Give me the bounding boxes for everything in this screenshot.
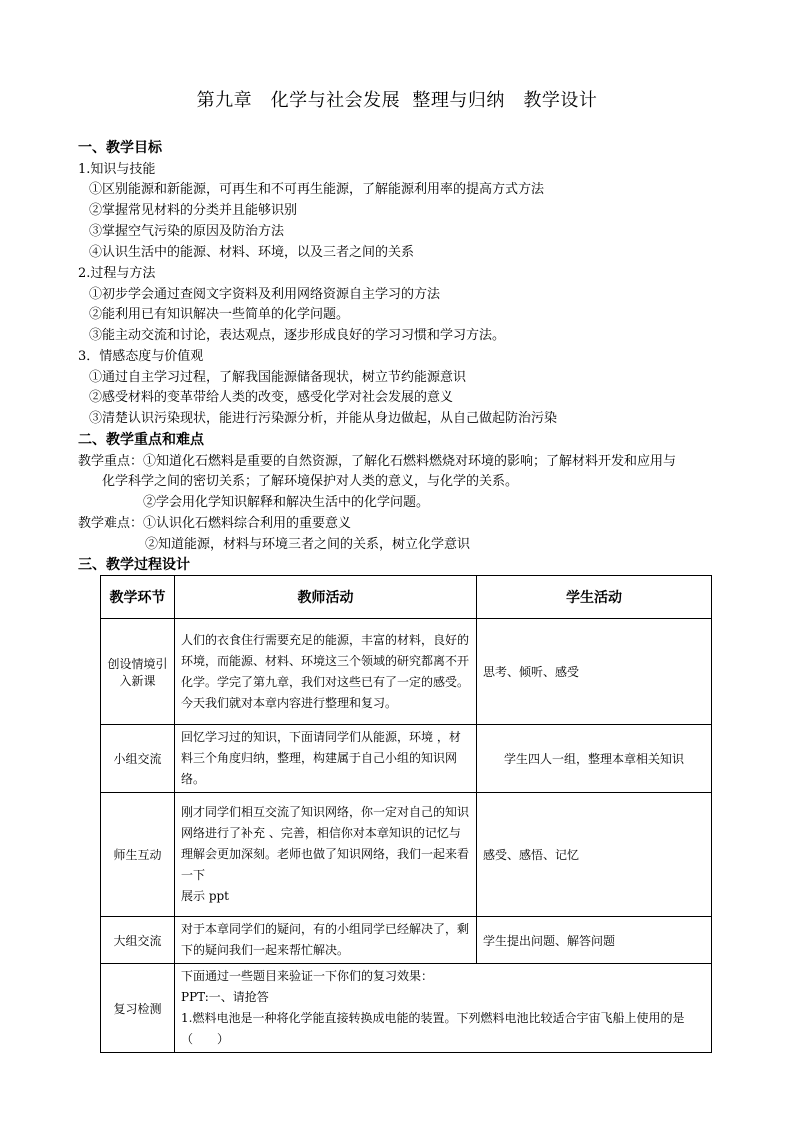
table-header: 学生活动 [477,576,712,619]
process-table [100,575,769,1053]
goal-item: ①初步学会通过查阅文字资料及利用网络资源自主学习的方法 [89,287,441,302]
section-heading-key: 二、教学重点和难点 [78,432,204,448]
table-row [101,917,712,964]
teacher-text: 刚才同学们相互交流了知识网络，你一定对自己的知识网络进行了补充 、完善，相信你对本章知识的记忆与理解会更加深刻。老师也做了知识网络，我们一起来看一下 [181,805,470,882]
review-cell [175,964,769,1053]
table-header-row [101,576,712,619]
stage-cell: 复习检测 [101,964,175,1053]
goal-item: ②感受材料的变革带给人类的改变，感受化学对社会发展的意义 [89,390,454,405]
stage-cell: 师生互动 [101,793,175,917]
focus-line: 教学重点：①知道化石燃料是重要的自然资源，了解化石燃料燃烧对环境的影响；了解材料开发和应用与 [78,454,677,469]
focus-line: 化学科学之间的密切关系；了解环境保护对人类的意义，与化学的关系。 [102,474,519,489]
student-cell: 思考、倾听、感受 [477,619,712,725]
subheading-knowledge: 1.知识与技能 [78,162,156,177]
goal-item: ④认识生活中的能源、材料、环境，以及三者之间的关系 [89,245,415,260]
teacher-cell [175,793,477,917]
goal-item: ①通过自主学习过程，了解我国能源储备现状，树立节约能源意识 [89,370,467,385]
goal-item: ③清楚认识污染现状，能进行污染源分析，并能从身边做起，从自己做起防治污染 [89,411,558,426]
focus-line: ②学会用化学知识解释和解决生活中的化学问题。 [143,495,430,510]
table-row [101,725,712,793]
review-question: 1.燃料电池是一种将化学能直接转换成电能的装置。下列燃料电池比较适合宇宙飞船上使用的是 （ ） [181,1011,769,1046]
difficulty-line: 教学难点：①认识化石燃料综合利用的重要意义 [78,516,352,531]
student-cell: 学生提出问题、解答问题 [477,917,712,964]
section-heading-process: 三、教学过程设计 [78,557,190,573]
goal-item: ③能主动交流和讨论，表达观点，逐步形成良好的学习习惯和学习方法。 [89,328,506,343]
review-line: PPT:一、请抢答 [181,990,269,1004]
teacher-cell: 回忆学习过的知识，下面请同学们从能源，环境 ，材料三个角度归纳，整理，构建属于自己小组的知识网络。 [175,725,477,793]
subheading-emotion: 3．情感态度与价值观 [78,349,204,364]
table-header: 教学环节 [101,576,175,619]
student-cell: 感受、感悟、记忆 [477,793,712,917]
stage-cell: 创设情境引入新课 [101,619,175,725]
difficulty-line: ②知道能源，材料与环境三者之间的关系，树立化学意识 [145,537,471,552]
goal-item: ③掌握空气污染的原因及防治方法 [89,224,285,239]
goal-item: ②能利用已有知识解决一些简单的化学问题。 [89,307,350,322]
review-line: 下面通过一些题目来验证一下你们的复习效果： [181,969,434,983]
section-heading-goals: 一、教学目标 [78,140,162,156]
table-row [101,964,712,1053]
stage-cell: 大组交流 [101,917,175,964]
teacher-cell: 人们的衣食住行需要充足的能源，丰富的材料，良好的环境，而能源、材料、环境这三个领域的研究都离不开化学。学完了第九章，我们对这些已有了一定的感受。今天我们就对本章内容进行整理和复习。 [175,619,477,725]
page-title: 第九章 化学与社会发展 整理与归纳 教学设计 [196,90,598,111]
subheading-process: 2.过程与方法 [78,266,156,281]
stage-cell: 小组交流 [101,725,175,793]
student-cell: 学生四人一组，整理本章相关知识 [477,725,712,793]
table-row [101,793,712,917]
goal-item: ②掌握常见材料的分类并且能够识别 [89,203,298,218]
goal-item: ①区别能源和新能源，可再生和不可再生能源，了解能源利用率的提高方式方法 [89,182,545,197]
teacher-text: 展示 ppt [181,889,230,903]
teacher-cell: 对于本章同学们的疑问，有的小组同学已经解决了，剩下的疑问我们一起来帮忙解决。 [175,917,477,964]
table-row [101,619,712,725]
table-header: 教师活动 [175,576,477,619]
